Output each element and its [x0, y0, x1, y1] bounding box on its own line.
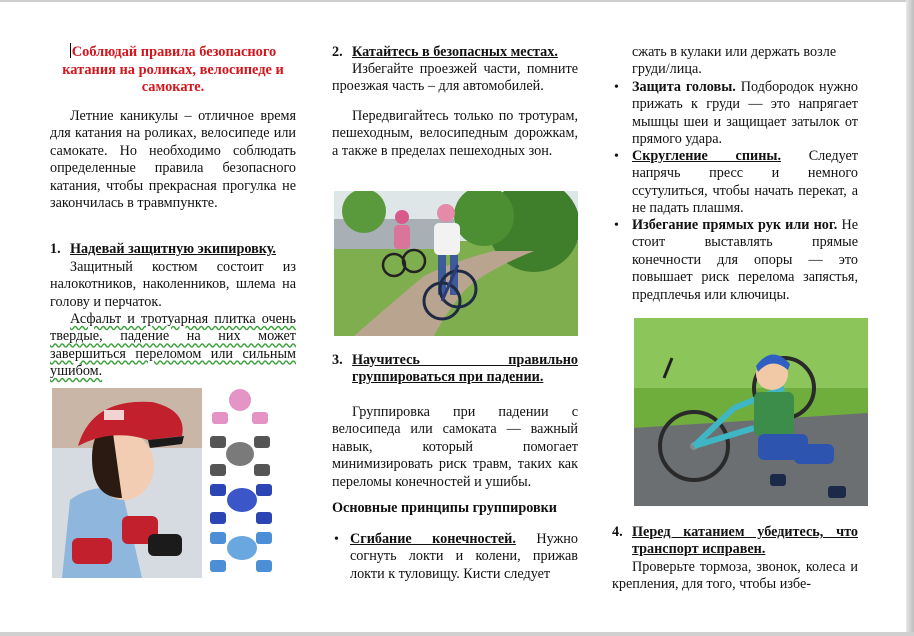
section-2-paragraph-2	[332, 108, 578, 160]
section-1-title: Надевай защитную экипировку.	[70, 241, 276, 257]
bullet-continuation	[612, 44, 858, 79]
section-2-text-2: Передвигайтесь только по тротурам, пешеходным, велосипедным дорожкам, а также в пределах пешеходных зон.	[332, 108, 578, 159]
bullet-bending-text	[350, 531, 578, 583]
section-4-text-1: Проверьте тормоза, звонок, колеса и крепления, для того, чтобы избе-	[612, 559, 858, 593]
window-frame-right	[906, 0, 914, 636]
bullet-item-bending	[332, 531, 578, 583]
intro-text: Летние каникулы – отличное время для катания на роликах, велосипеде или самокате. Но необходимо соблюдать определенные правила безопасного катания, чтобы прекрасная прогулка не закончилась в травмпункте.	[50, 108, 296, 212]
section-3-text-1: Группировка при падении с велосипеда или самоката — важный навык, который помогает минимизировать риск травм, таких как переломы конечностей и ушибы.	[332, 404, 578, 490]
protective-gear-image	[52, 388, 278, 578]
intro-paragraph	[50, 108, 296, 212]
bullet-glyph: •	[334, 532, 339, 547]
section-4-heading	[612, 524, 858, 559]
bullet-back-desc: Следует напрячь пресс и немного ссутулиться, чтобы начать перекат, а не падать плашмя.	[632, 148, 858, 217]
section-2-paragraph-1	[332, 61, 578, 96]
section-2-text-1: Избегайте проезжей части, помните проезжая часть – для автомобилей.	[332, 61, 578, 95]
section-1-text-1: Защитный костюм состоит из налокотников, наколенников, шлема на голову и перчаток.	[50, 259, 296, 310]
section-1-text-2: Асфальт и тротуарная плитка очень твердые, падение на них может завершиться переломом или сильным ушибом.	[50, 311, 296, 380]
section-3-paragraph-1	[332, 404, 578, 491]
bullet-glyph: •	[614, 80, 619, 95]
bullet-item-head	[612, 79, 858, 149]
bullet-continuation-text: сжать в кулаки или держать возле груди/лица.	[632, 44, 837, 78]
window-frame-top	[0, 0, 914, 2]
section-3-title: Научитесь правильно группироваться при падении.	[352, 352, 578, 386]
bullet-limbs-desc: Не стоит выставлять прямые конечности для опоры — это повышает риск перелома запястья, предплечья или ключицы.	[632, 217, 859, 303]
bullet-head-term: Защита головы.	[632, 79, 736, 95]
section-1-paragraph-1	[50, 259, 296, 311]
section-2-heading	[332, 44, 578, 61]
section-3-number: 3.	[332, 352, 343, 368]
document-title[interactable]	[50, 43, 296, 97]
bullet-bending-desc: Нужно согнуть локти и колени, прижав локти к туловищу. Кисти следует	[350, 531, 578, 582]
bullet-limbs-term: Избегание прямых рук или ног.	[632, 217, 838, 233]
section-4-number: 4.	[612, 524, 623, 540]
bullet-item-back	[612, 148, 858, 218]
section-1-number: 1.	[50, 241, 61, 257]
fallen-boy-image	[634, 318, 868, 506]
bullet-bending-term: Сгибание конечностей.	[350, 531, 516, 547]
document-title-text: Соблюдай правила безопасного катания на роликах, велосипеде и самокате.	[62, 44, 284, 96]
section-3-heading	[332, 352, 578, 387]
bullet-item-limbs	[612, 217, 858, 304]
bullet-back-text	[632, 148, 858, 218]
section-2-number: 2.	[332, 44, 343, 60]
section-1-paragraph-2	[50, 311, 296, 381]
section-1-heading	[50, 241, 296, 258]
principles-heading	[332, 500, 578, 517]
window-frame-bottom	[0, 632, 914, 636]
bullet-head-text	[632, 79, 858, 149]
section-2-title: Катайтесь в безопасных местах.	[352, 44, 558, 60]
text-cursor	[70, 43, 71, 58]
principles-heading-text: Основные принципы группировки	[332, 500, 557, 516]
bullet-glyph: •	[614, 149, 619, 164]
section-4-title: Перед катанием убедитесь, что транспорт исправен.	[632, 524, 858, 558]
kids-cycling-image	[334, 191, 578, 336]
bullet-back-term: Скругление спины.	[632, 148, 781, 164]
bullet-head-desc: Подбородок нужно прижать к груди — это напрягает мышцы шеи и защищает затылок от прямого удара.	[632, 79, 858, 148]
bullet-glyph: •	[614, 218, 619, 233]
bullet-limbs-text	[632, 217, 858, 304]
section-4-paragraph-1	[612, 559, 858, 594]
